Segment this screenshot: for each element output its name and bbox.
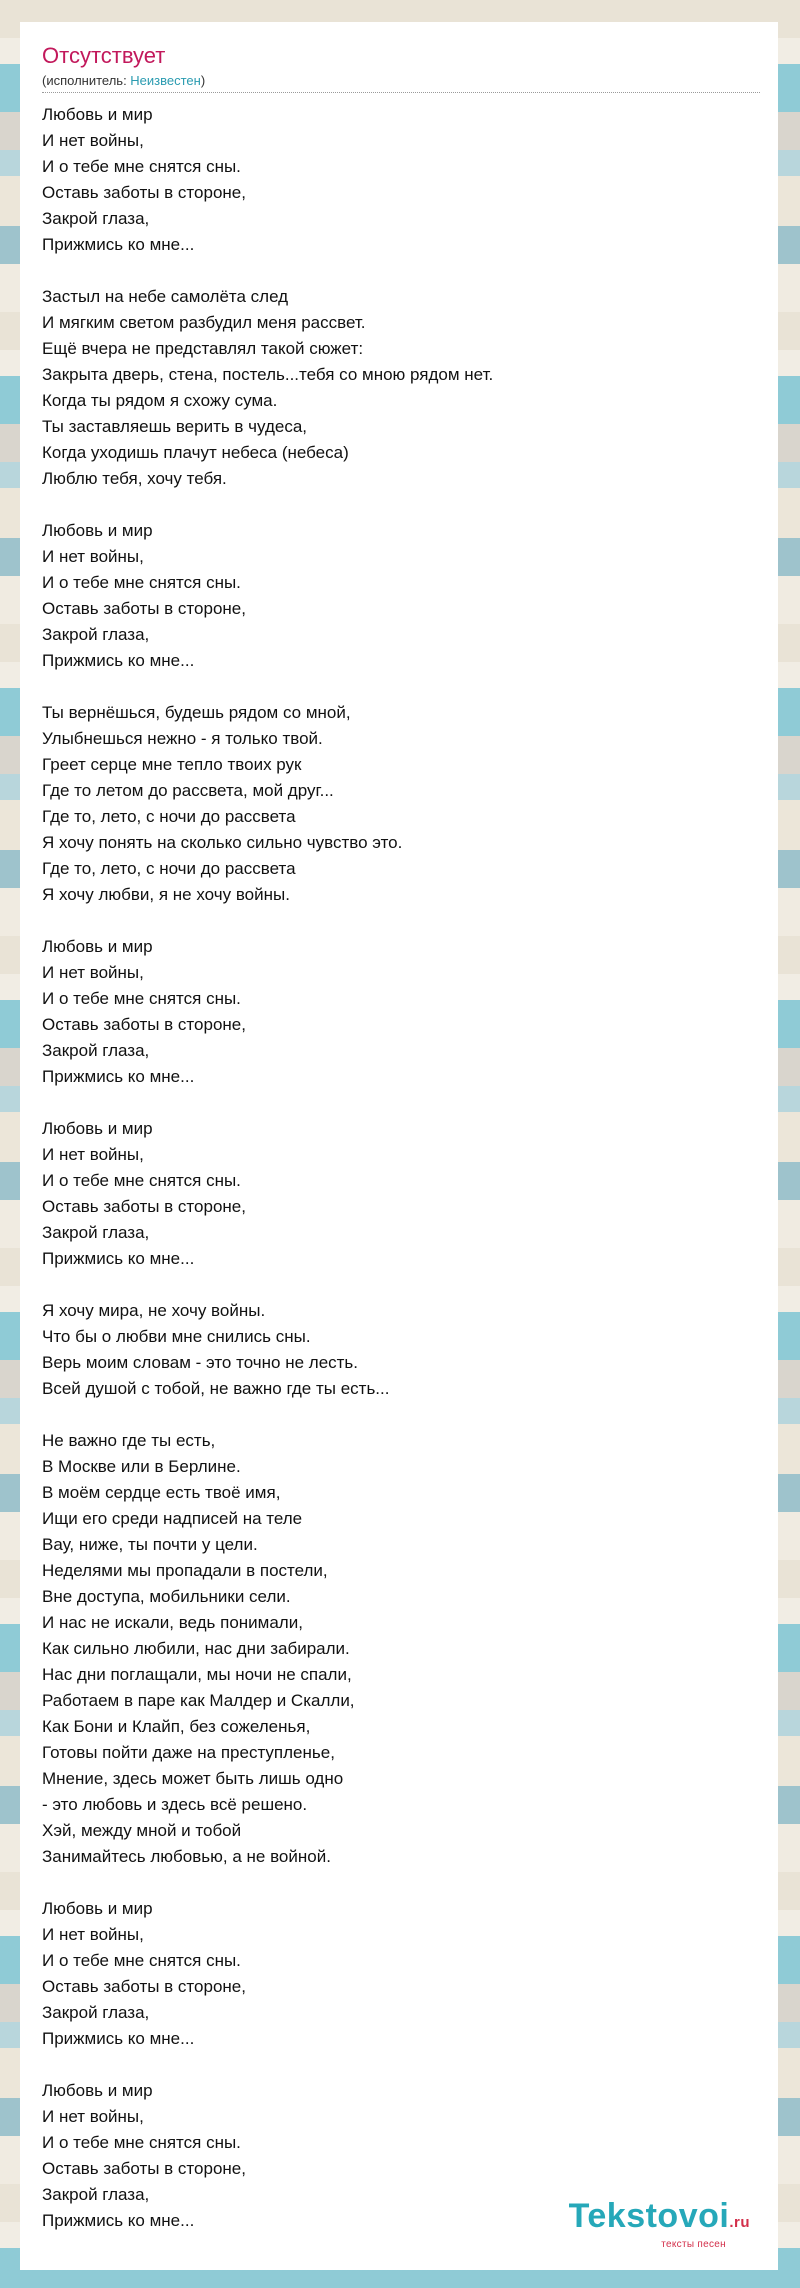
lyric-line: Оставь заботы в стороне, (42, 1977, 246, 1996)
lyric-line: Где то летом до рассвета, мой друг... (42, 781, 334, 800)
lyrics-stanza (42, 1896, 762, 2052)
logo-tagline: тексты песен (661, 2239, 726, 2250)
artist-suffix: ) (200, 73, 206, 88)
lyric-line: И нет войны, (42, 1145, 144, 1164)
lyric-line: Закрой глаза, (42, 2003, 150, 2022)
lyric-line: Оставь заботы в стороне, (42, 2159, 246, 2178)
lyric-line: Любовь и мир (42, 105, 153, 124)
lyric-line: Вне доступа, мобильники сели. (42, 1587, 291, 1606)
lyric-line: И о тебе мне снятся сны. (42, 989, 241, 1008)
lyric-line: Любовь и мир (42, 1119, 153, 1138)
lyric-line: И нас не искали, ведь понимали, (42, 1613, 303, 1632)
lyric-line: Ещё вчера не представлял такой сюжет: (42, 339, 364, 358)
lyric-line: И о тебе мне снятся сны. (42, 2133, 241, 2152)
lyric-line: Ты заставляешь верить в чудеса, (42, 417, 308, 436)
lyric-line: Закрой глаза, (42, 1041, 150, 1060)
lyric-line: Хэй, между мной и тобой (42, 1821, 242, 1840)
lyric-line: Любовь и мир (42, 521, 153, 540)
lyric-line: Застыл на небе самолёта след (42, 287, 289, 306)
lyric-line: Неделями мы пропадали в постели, (42, 1561, 328, 1580)
lyric-line: Мнение, здесь может быть лишь одно (42, 1769, 344, 1788)
lyric-line: Когда уходишь плачут небеса (небеса) (42, 443, 349, 462)
lyric-line: Оставь заботы в стороне, (42, 599, 246, 618)
lyrics-stanza (42, 1116, 762, 1272)
lyric-line: Где то, лето, с ночи до рассвета (42, 807, 296, 826)
site-logo[interactable] (569, 2198, 750, 2250)
lyric-line: Любовь и мир (42, 937, 153, 956)
lyric-line: Улыбнешься нежно - я только твой. (42, 729, 323, 748)
lyrics-stanza (42, 1298, 762, 1402)
lyrics-body (42, 102, 762, 2260)
lyric-line: Люблю тебя, хочу тебя. (42, 469, 227, 488)
lyric-line: Я хочу понять на сколько сильно чувство это. (42, 833, 403, 852)
lyric-line: Любовь и мир (42, 2081, 153, 2100)
lyric-line: Работаем в паре как Малдер и Скалли, (42, 1691, 355, 1710)
lyric-line: Ищи его среди надписей на теле (42, 1509, 303, 1528)
lyric-line: Когда ты рядом я схожу сума. (42, 391, 278, 410)
lyric-line: И нет войны, (42, 131, 144, 150)
lyric-line: Не важно где ты есть, (42, 1431, 216, 1450)
lyric-line: И о тебе мне снятся сны. (42, 573, 241, 592)
logo-name: Tekstovoi (568, 2197, 730, 2235)
lyric-line: Как Бони и Клайп, без сожеленья, (42, 1717, 311, 1736)
lyric-line: И нет войны, (42, 1925, 144, 1944)
lyric-line: Я хочу мира, не хочу войны. (42, 1301, 266, 1320)
lyrics-stanza (42, 518, 762, 674)
lyric-line: И о тебе мне снятся сны. (42, 157, 241, 176)
lyric-line: Оставь заботы в стороне, (42, 1015, 246, 1034)
lyrics-card (20, 22, 778, 2270)
lyric-line: Закрой глаза, (42, 209, 150, 228)
lyric-line: Прижмись ко мне... (42, 2029, 195, 2048)
lyric-line: Оставь заботы в стороне, (42, 183, 246, 202)
lyric-line: Закрыта дверь, стена, постель...тебя со мною рядом нет. (42, 365, 494, 384)
lyric-line: В Москве или в Берлине. (42, 1457, 241, 1476)
lyric-line: Как сильно любили, нас дни забирали. (42, 1639, 350, 1658)
lyric-line: Оставь заботы в стороне, (42, 1197, 246, 1216)
lyric-line: Занимайтесь любовью, а не войной. (42, 1847, 331, 1866)
lyric-line: Прижмись ко мне... (42, 1249, 195, 1268)
lyrics-stanza (42, 700, 762, 908)
lyric-line: Прижмись ко мне... (42, 235, 195, 254)
lyric-line: Закрой глаза, (42, 625, 150, 644)
lyric-line: Где то, лето, с ночи до рассвета (42, 859, 296, 878)
lyric-line: Прижмись ко мне... (42, 2211, 195, 2230)
lyrics-stanza (42, 934, 762, 1090)
lyric-line: Греет серце мне тепло твоих рук (42, 755, 302, 774)
lyric-line: И нет войны, (42, 2107, 144, 2126)
lyrics-stanza (42, 102, 762, 258)
lyric-line: Ты вернёшься, будешь рядом со мной, (42, 703, 351, 722)
lyric-line: Прижмись ко мне... (42, 1067, 195, 1086)
lyric-line: - это любовь и здесь всё решено. (42, 1795, 308, 1814)
lyrics-stanza (42, 1428, 762, 1870)
lyric-line: Я хочу любви, я не хочу войны. (42, 885, 290, 904)
lyric-line: Всей душой с тобой, не важно где ты есть... (42, 1379, 390, 1398)
artist-line (42, 72, 205, 90)
lyric-line: В моём сердце есть твоё имя, (42, 1483, 281, 1502)
lyric-line: Готовы пойти даже на преступленье, (42, 1743, 335, 1762)
lyric-line: Что бы о любви мне снились сны. (42, 1327, 311, 1346)
lyric-line: И нет войны, (42, 547, 144, 566)
song-title: Отсутствует (42, 43, 166, 68)
lyric-line: И нет войны, (42, 963, 144, 982)
artist-prefix: (исполнитель: (42, 73, 131, 88)
lyric-line: Закрой глаза, (42, 1223, 150, 1242)
artist-link[interactable]: Неизвестен (130, 73, 201, 88)
lyric-line: И о тебе мне снятся сны. (42, 1951, 241, 1970)
title-divider (42, 92, 760, 93)
lyric-line: И о тебе мне снятся сны. (42, 1171, 241, 1190)
lyric-line: И мягким светом разбудил меня рассвет. (42, 313, 366, 332)
logo-tld: .ru (729, 2214, 750, 2231)
lyric-line: Вау, ниже, ты почти у цели. (42, 1535, 258, 1554)
lyric-line: Прижмись ко мне... (42, 651, 195, 670)
lyrics-stanza (42, 284, 762, 492)
lyric-line: Любовь и мир (42, 1899, 153, 1918)
lyric-line: Нас дни поглащали, мы ночи не спали, (42, 1665, 352, 1684)
lyric-line: Закрой глаза, (42, 2185, 150, 2204)
lyric-line: Верь моим словам - это точно не лесть. (42, 1353, 359, 1372)
